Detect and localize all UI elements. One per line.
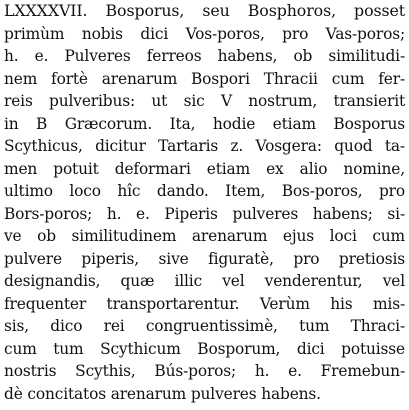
text-line: ve ob similitudinem arenarum ejus loci cum — [4, 227, 405, 245]
text-line: in B Græcorum. Ita, hodie etiam Bosporus — [4, 114, 405, 133]
text-line: nem fortè arenarum Bospori Thracii cum fer- — [4, 69, 405, 88]
text-line: nostris Scythis, Bús-poros; h. e. Fremebun- — [4, 362, 405, 380]
text-line: Bors-poros; h. e. Piperis pulveres habens; si- — [4, 204, 405, 223]
text-line: frequenter transportarentur. Verùm his mis- — [4, 294, 405, 313]
text-line: designandis, quæ illic vel venderentur, vel — [4, 272, 405, 290]
text-line: reis pulveribus: ut sic V nostrum, transierit — [4, 92, 405, 110]
text-line: sis, dico rei congruentissimè, tum Thraci- — [4, 317, 405, 335]
text-line: ultimo loco hîc dando. Item, Bos-poros, pro — [4, 182, 405, 200]
text-line: pulvere piperis, sive figuratè, pro pretiosis — [4, 249, 405, 268]
text-line: LXXXXVII. Bosporus, seu Bosphoros, posset — [4, 1, 405, 20]
text-line: primùm nobis dici Vos-poros, pro Vas-poros; — [4, 24, 405, 43]
text-line: Scythicus, dicitur Tartaris z. Vosgera: quod ta- — [4, 137, 405, 155]
text-line: dè concitatos arenarum pulveres habens. — [4, 384, 321, 403]
text-line: cum tum Scythicum Bosporum, dici potuisse — [4, 339, 405, 358]
text-line: men potuit deformari etiam ex alio nomine, — [4, 159, 405, 178]
text-line: h. e. Pulveres ferreos habens, ob similitudi- — [4, 47, 405, 65]
